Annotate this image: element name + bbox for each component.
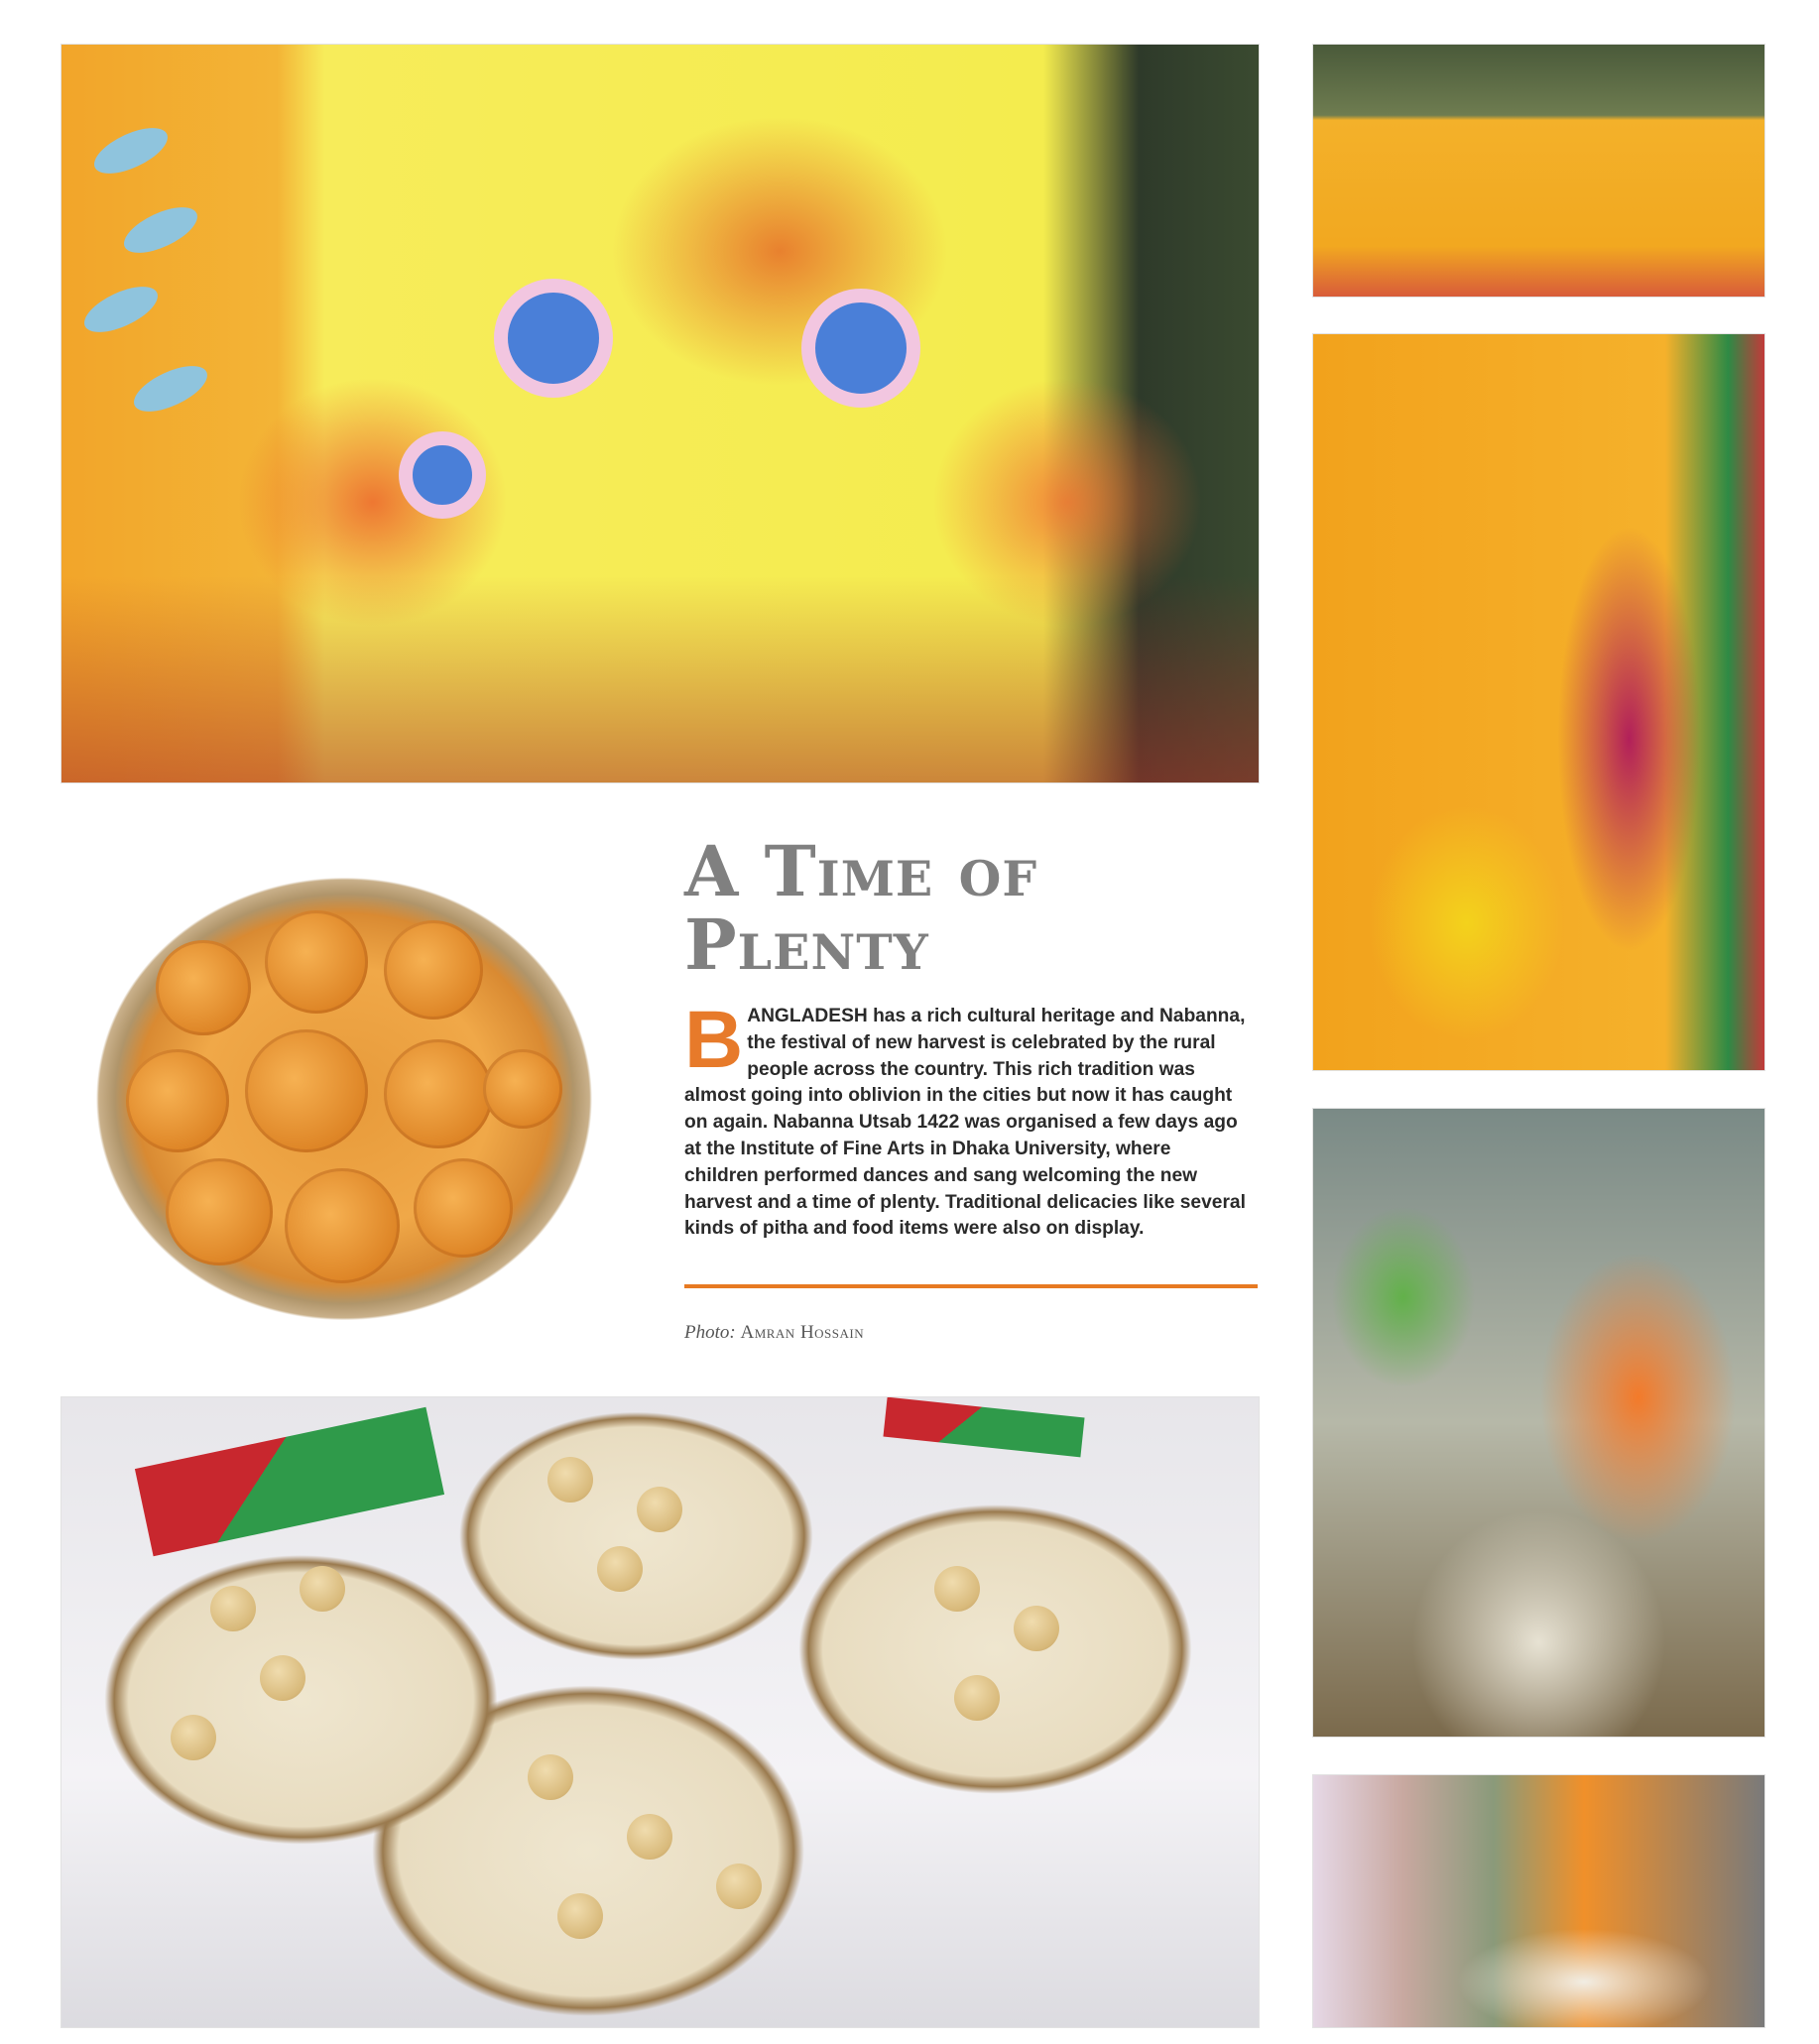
pitha-cake: [156, 940, 251, 1035]
pitha-cake: [166, 1158, 273, 1265]
pitha-cake: [285, 1168, 400, 1283]
photo-credit-label: Photo:: [684, 1322, 736, 1343]
article-body-text: has a rich cultural heritage and Nabanna, the festival of new harvest is celebrated by the rural people across the country. This rich tradition was almost going into oblivion in the cities but now it has caught on again. Nabanna Utsab 1422 was organised a few days ago at the Institute of Fine Arts in Dhaka University, where children performed dances and sang welcoming the new harvest and a time of plenty. Traditional delicacies like several kinds of pitha and food items were also on display.: [684, 1006, 1246, 1240]
decor-flower: [399, 431, 486, 519]
photo-stage-dance-group: [1312, 44, 1765, 298]
moa-ladoo: [716, 1864, 762, 1909]
divider-rule: [684, 1284, 1258, 1288]
moa-ladoo: [210, 1586, 256, 1631]
decor-leaf: [88, 119, 175, 183]
decor-flyer: [135, 1407, 444, 1556]
moa-ladoo: [528, 1754, 573, 1800]
headline: A Time of Plenty: [684, 830, 1038, 986]
hero-photo-dancers: [61, 44, 1260, 783]
decor-flower: [494, 279, 613, 398]
moa-ladoo: [547, 1457, 593, 1503]
pitha-cake: [483, 1049, 562, 1129]
photo-dance-couple: [1312, 333, 1765, 1071]
moa-ladoo: [627, 1814, 672, 1860]
moa-ladoo: [1014, 1606, 1059, 1651]
moa-ladoo: [171, 1715, 216, 1760]
decor-flower: [801, 289, 920, 408]
pitha-cake: [126, 1049, 229, 1152]
moa-ladoo: [934, 1566, 980, 1612]
decor-leaf: [128, 357, 214, 421]
photo-food-stall: [1312, 1774, 1765, 2028]
photo-pitha-basket: [66, 851, 622, 1347]
article-body: [684, 995, 1248, 1243]
dropcap: B: [684, 995, 744, 1085]
moa-ladoo: [954, 1675, 1000, 1721]
photo-girl-with-basket: [1312, 1108, 1765, 1738]
photo-credit: [684, 1322, 864, 1344]
photo-credit-name: Amran Hossain: [740, 1322, 865, 1343]
pitha-cake: [414, 1158, 513, 1258]
moa-ladoo: [597, 1546, 643, 1592]
pitha-cake: [245, 1029, 368, 1152]
lead-caps: ANGLADESH: [747, 1006, 868, 1026]
decor-flyer: [883, 1397, 1084, 1458]
pitha-cake: [265, 910, 368, 1014]
decor-leaf: [78, 278, 165, 342]
moa-ladoo: [637, 1487, 682, 1532]
moa-ladoo: [260, 1655, 305, 1701]
decor-leaf: [118, 198, 204, 263]
pitha-cake: [384, 920, 483, 1020]
moa-ladoo: [300, 1566, 345, 1612]
photo-muri-moa-bowls: [61, 1396, 1260, 2028]
pitha-cake: [384, 1039, 493, 1148]
moa-ladoo: [557, 1893, 603, 1939]
